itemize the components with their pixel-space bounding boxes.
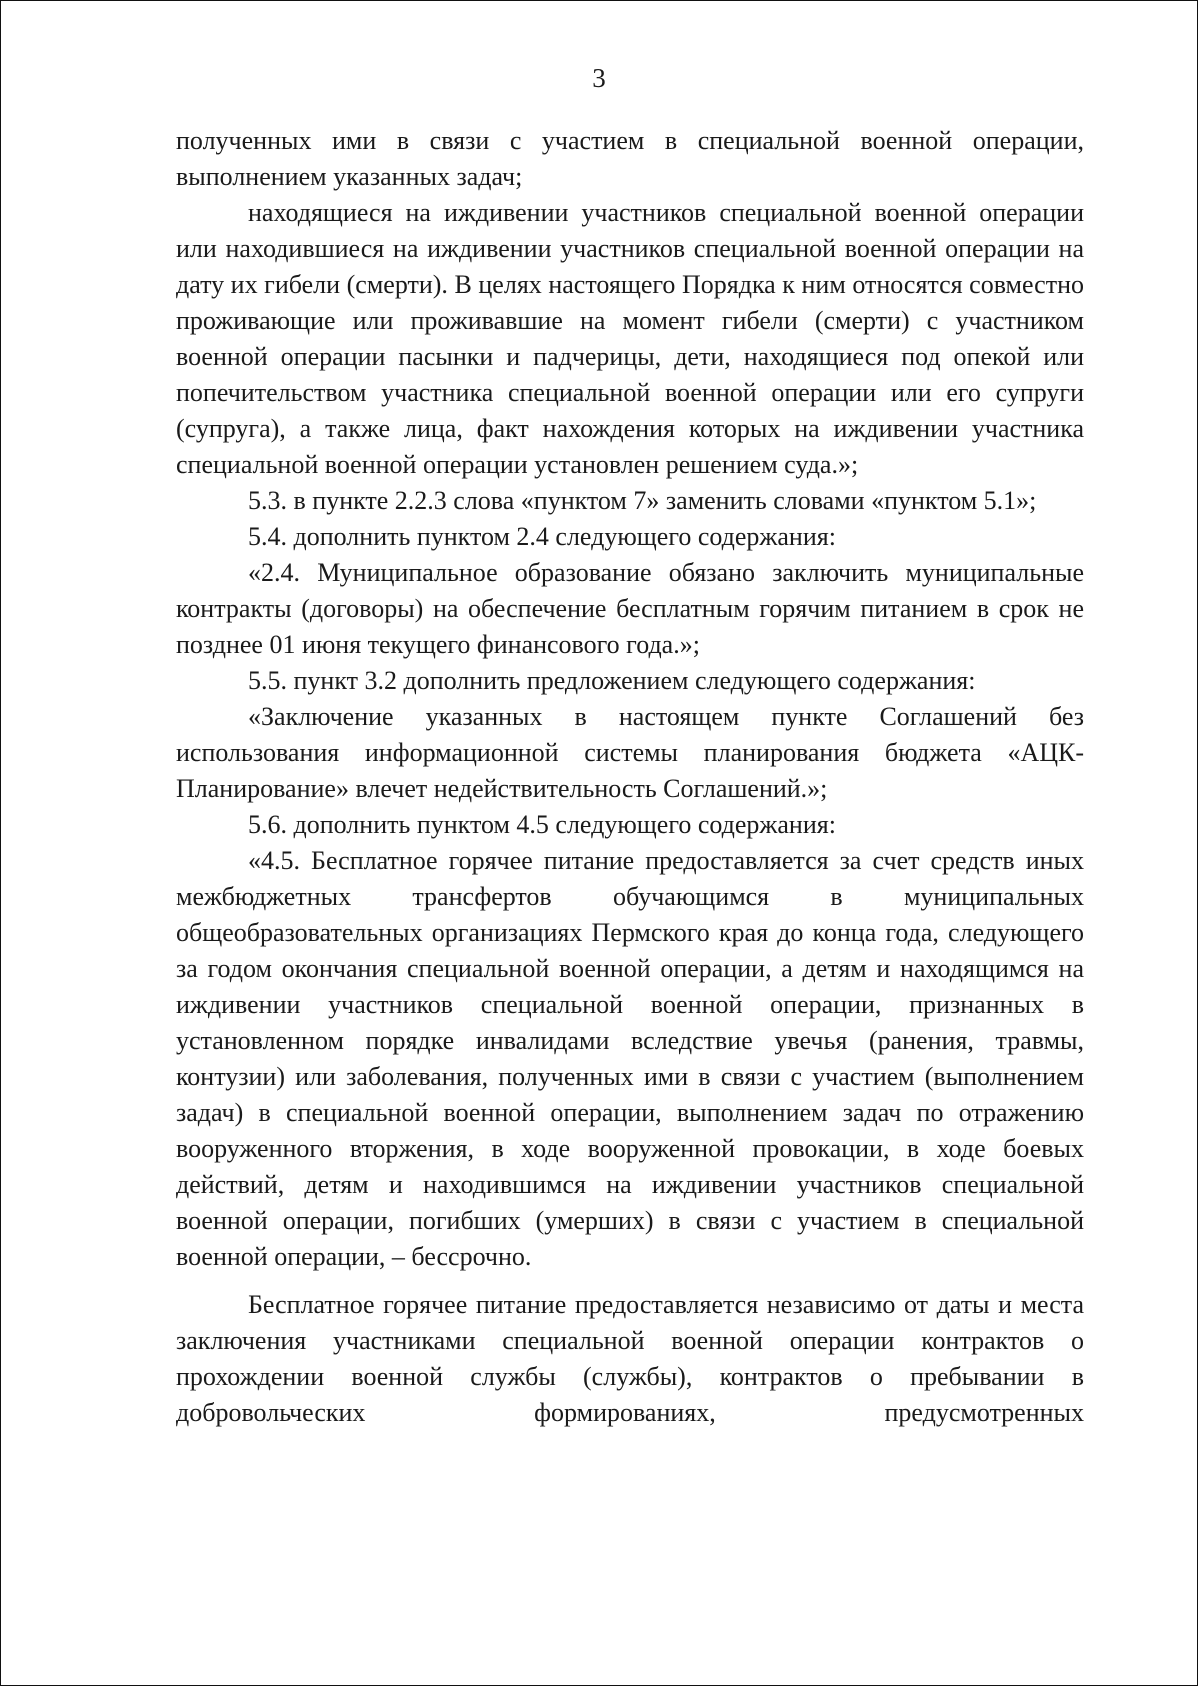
paragraph-continuation: полученных ими в связи с участием в специальной военной операции, выполнением указанных задач; — [176, 126, 1084, 191]
paragraph-item-5-3: 5.3. в пункте 2.2.3 слова «пунктом 7» заменить словами «пунктом 5.1»; — [248, 486, 1037, 515]
paragraph-item-5-5: 5.5. пункт 3.2 дополнить предложением следующего содержания: — [248, 666, 976, 695]
paragraph-item-4-5: «4.5. Бесплатное горячее питание предоставляется за счет средств иных межбюджетных трансфертов обучающимся в муниципальных общеобразовательных организациях Пермского края до конца года, следующего за годом окончания специальной военной операции, а детям и находящимся на иждивении участников специальной военной операции, признанных в установленном порядке инвалидами вследствие увечья (ранения, травмы, контузии) или заболевания, полученных ими в связи с участием (выполнением задач) в специальной военной операции, выполнением задач по отражению вооруженного вторжения, в ходе вооруженной провокации, в ходе боевых действий, детям и находившимся на иждивении участников специальной военной операции, погибших (умерших) в связи с участием в специальной военной операции, – бессрочно. — [176, 846, 1084, 1271]
page-number: 3 — [592, 63, 606, 93]
paragraph-item-2-4: «2.4. Муниципальное образование обязано заключить муниципальные контракты (договоры) на обеспечение бесплатным горячим питанием в срок не позднее 01 июня текущего финансового года.»; — [176, 558, 1084, 659]
paragraph-item-5-4: 5.4. дополнить пунктом 2.4 следующего содержания: — [248, 522, 836, 551]
paragraph-free-meals: Бесплатное горячее питание предоставляется независимо от даты и места заключения участниками специальной военной операции контрактов о прохождении военной службы (службы), контрактов о пребывании в добровольческих формированиях, предусмотренных — [176, 1290, 1084, 1427]
paragraph-item-5-6: 5.6. дополнить пунктом 4.5 следующего содержания: — [248, 810, 836, 839]
paragraph-agreements: «Заключение указанных в настоящем пункте Соглашений без использования информационной системы планирования бюджета «АЦК-Планирование» влечет недействительность Соглашений.»; — [176, 702, 1084, 803]
paragraph-dependents-definition: находящиеся на иждивении участников специальной военной операции или находившиеся на иждивении участников специальной военной операции на дату их гибели (смерти). В целях настоящего Порядка к ним относятся совместно проживающие или проживавшие на момент гибели (смерти) с участником военной операции пасынки и падчерицы, дети, находящиеся под опекой или попечительством участника специальной военной операции или его супруги (супруга), а также лица, факт нахождения которых на иждивении участника специальной военной операции установлен решением суда.»; — [176, 198, 1084, 479]
document-body — [176, 123, 1084, 1431]
